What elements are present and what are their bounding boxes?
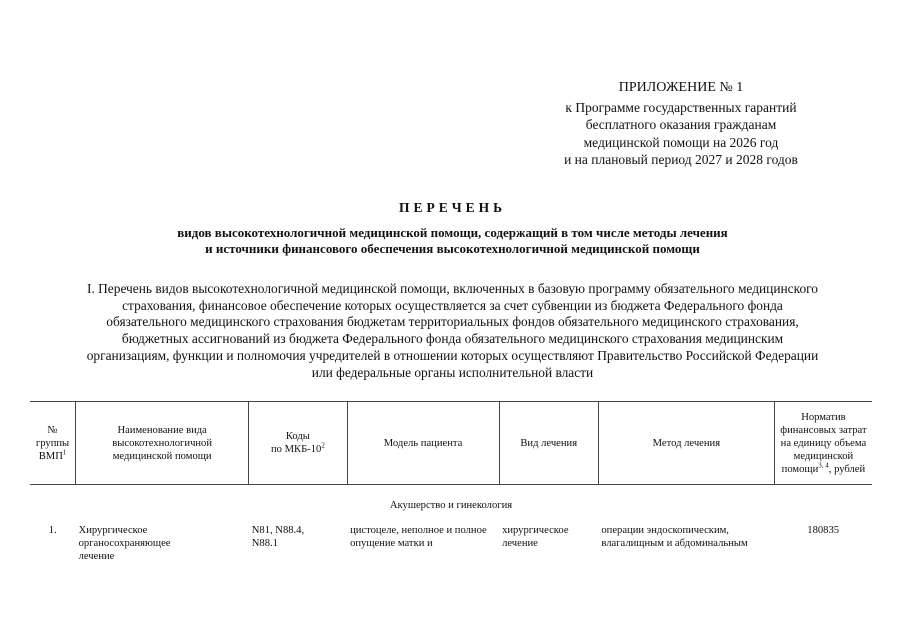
- section-line: I. Перечень видов высокотехнологичной медицинской помощи, включенных в базовую программу обязательного медицинского: [86, 281, 818, 296]
- section-line: организациям, функции и полномочия учредителей в отношении которых осуществляют Правительство Российской Федерации: [86, 347, 819, 363]
- appendix-line: бесплатного оказания гражданам: [585, 117, 777, 132]
- group-title: Акушерство и гинекология: [389, 500, 513, 511]
- header-group-number: № группы ВМП$^1$: [30, 402, 76, 485]
- document-subheading: [70, 225, 835, 257]
- header-care-type: Наименование вида высокотехнологичной медицинской помощи: [76, 402, 249, 485]
- appendix-line: к Программе государственных гарантий: [565, 99, 797, 115]
- cell-care-type: Хирургическое органосохраняющее лечение: [78, 525, 171, 562]
- appendix-line: медицинской помощи на 2026 год: [583, 134, 779, 150]
- section-title: [30, 281, 875, 381]
- header-icd-codes: Коды по МКБ-$10^2$: [249, 402, 347, 485]
- document-heading: ПЕРЕЧЕНЬ: [398, 200, 507, 215]
- appendix-line: и на плановый период 2027 и 2028 годов: [564, 152, 798, 167]
- section-line: или федеральные органы исполнительной власти: [311, 364, 594, 380]
- cell-cost-norm: 180835: [807, 525, 840, 536]
- table-header-row: [30, 402, 872, 485]
- cell-group-number: 1.: [48, 525, 57, 536]
- appendix-title: ПРИЛОЖЕНИЕ № 1: [618, 80, 744, 95]
- subheading-line: видов высокотехнологичной медицинской помощи, содержащий в том числе методы лечения: [177, 225, 728, 240]
- cell-patient-model: цистоцеле, неполное и полное опущение матки и: [350, 525, 487, 549]
- table-row: [30, 522, 872, 565]
- vmp-table: [30, 401, 872, 565]
- table-group-row: [30, 485, 872, 523]
- header-cost-norm: Норматив финансовых затрат на единицу объема медицинской помощи$^{3, 4}$, рублей: [774, 402, 872, 485]
- section-line: обязательного медицинского страхования бюджетам территориальных фондов обязательного медицинского страхования,: [106, 314, 799, 330]
- cell-treatment-method: операции эндоскопическим, влагалищным и абдоминальным: [601, 525, 748, 549]
- section-line: бюджетных ассигнований из бюджета Федерального фонда обязательного медицинского страхования медицинским: [121, 331, 784, 347]
- header-patient-model: Модель пациента: [347, 402, 499, 485]
- cell-treatment-type: хирургическое лечение: [502, 525, 569, 549]
- section-line: страхования, финансовое обеспечение которых осуществляется за счет субвенции из бюджета Федерального фонда: [122, 297, 783, 313]
- subheading-line: и источники финансового обеспечения высокотехнологичной медицинской помощи: [205, 241, 700, 256]
- cell-icd-codes: N81, N88.4, N88.1: [251, 525, 305, 549]
- appendix-block: [531, 79, 831, 169]
- header-treatment-method: Метод лечения: [598, 402, 774, 485]
- header-treatment-type: Вид лечения: [499, 402, 598, 485]
